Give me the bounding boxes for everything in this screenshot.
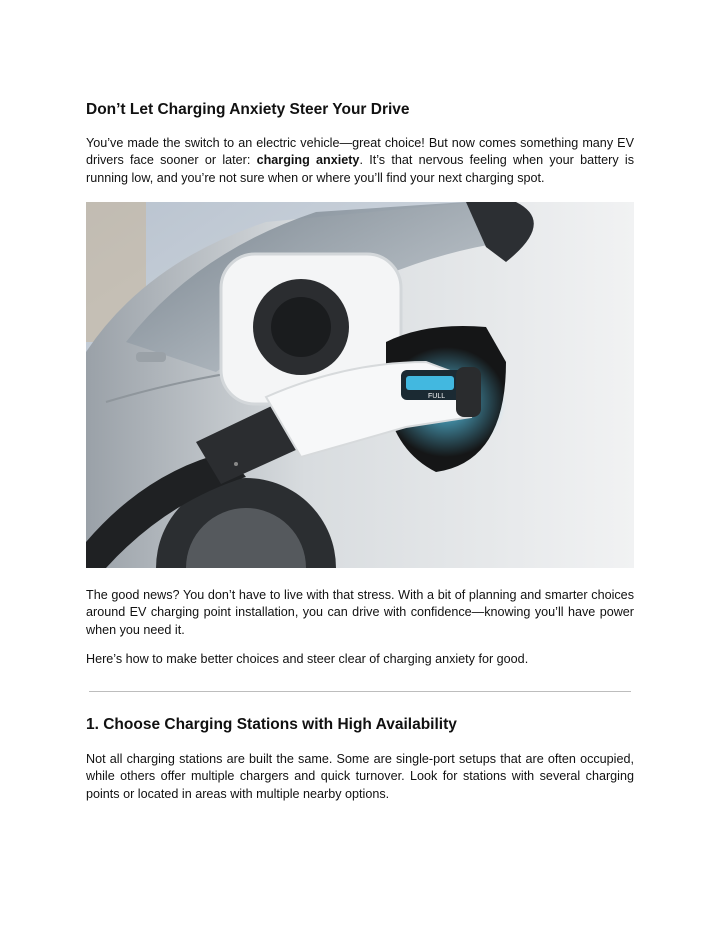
good-news-paragraph: The good news? You don’t have to live with that stress. With a bit of planning and smarter choices around EV charging point installation, you can drive with confidence—knowing you’ll have power when you need it. bbox=[86, 588, 634, 637]
intro-text-end: . It’s that nervous feeling when your battery is running low, and you’re not sure when or where you’ll find your next charging spot. bbox=[86, 153, 634, 185]
intro-text-start: You’ve made the switch to an electric vehicle—great choice! But now comes something many EV drivers face sooner or later: bbox=[86, 136, 634, 168]
intro-bold-term: charging anxiety bbox=[256, 153, 360, 168]
charger-full-label: FULL bbox=[428, 393, 446, 400]
article-title: Don’t Let Charging Anxiety Steer Your Drive bbox=[86, 101, 410, 118]
how-to-paragraph: Here’s how to make better choices and steer clear of charging anxiety for good. bbox=[86, 652, 529, 666]
section1-heading: 1. Choose Charging Stations with High Availability bbox=[86, 716, 457, 733]
section1-paragraph: Not all charging stations are built the same. Some are single-port setups that are often occupied, while others offer multiple chargers and quick turnover. Look for stations with several charging points or located in areas with multiple nearby options. bbox=[86, 752, 634, 801]
intro-paragraph bbox=[86, 135, 634, 187]
section-divider bbox=[89, 691, 631, 692]
ev-charging-photo bbox=[86, 202, 634, 568]
